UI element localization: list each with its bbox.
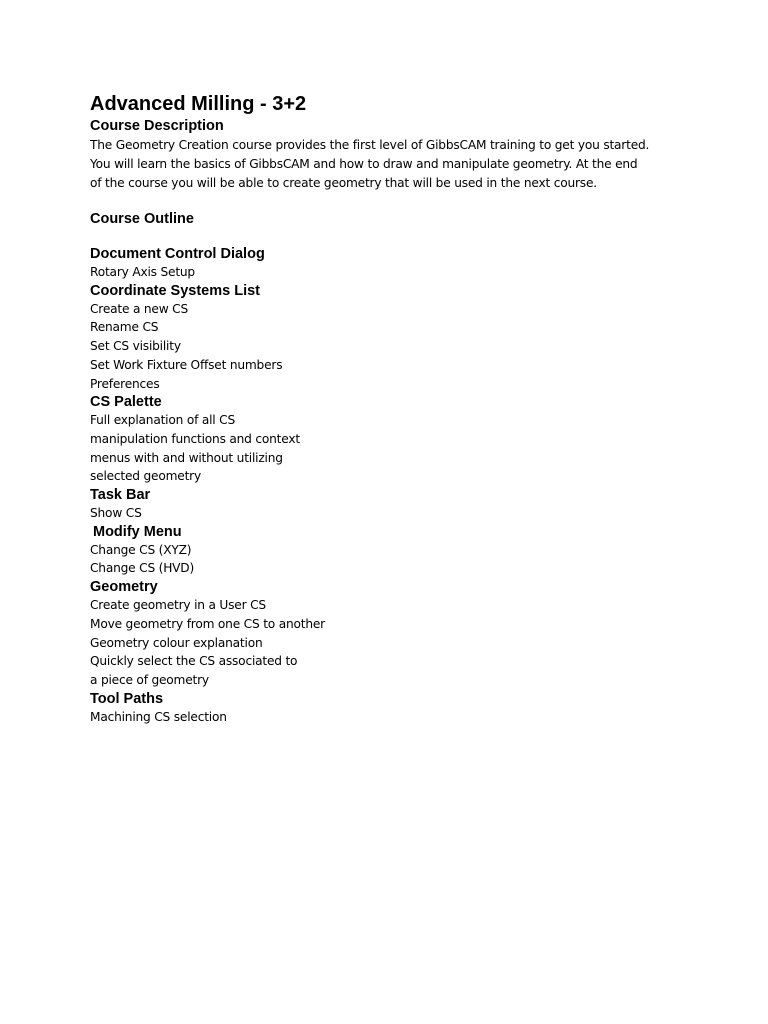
section-item: Rotary Axis Setup: [90, 265, 195, 279]
section-item: Full explanation of all CS: [90, 413, 235, 428]
outline-section-cs-palette: [90, 393, 690, 486]
course-description-line: You will learn the basics of GibbsCAM and how to draw and manipulate geometry. At the end: [90, 157, 638, 171]
document-title: Advanced Milling - 3+2: [90, 93, 307, 115]
course-outline-heading: Course Outline: [90, 211, 194, 227]
document-page: [90, 92, 690, 726]
section-item: Create a new CS: [90, 301, 189, 316]
section-item: Show CS: [90, 506, 142, 521]
outline-section-coordinate-systems-list: [90, 282, 690, 394]
section-item: Geometry colour explanation: [90, 635, 263, 650]
section-item: Preferences: [90, 376, 160, 391]
section-item: Change CS (HVD): [90, 561, 195, 576]
section-heading: Task Bar: [90, 487, 151, 504]
section-heading: Modify Menu: [93, 523, 182, 540]
course-description-heading: Course Description: [90, 118, 224, 134]
section-item: manipulation functions and context: [90, 431, 300, 446]
section-heading: CS Palette: [90, 394, 162, 411]
section-item: Set Work Fixture Offset numbers: [90, 357, 283, 372]
course-description-line: The Geometry Creation course provides the first level of GibbsCAM training to get you started.: [90, 138, 650, 152]
section-item: Rename CS: [90, 320, 159, 335]
section-item: Quickly select the CS associated to: [90, 654, 298, 669]
section-item: a piece of geometry: [90, 672, 209, 687]
section-item: menus with and without utilizing: [90, 450, 283, 465]
course-description-paragraph: [90, 136, 690, 193]
section-heading: Tool Paths: [90, 690, 164, 707]
outline-section-document-control-dialog: [90, 245, 690, 282]
outline-section-geometry: [90, 578, 690, 690]
outline-section-task-bar: [90, 486, 690, 523]
section-heading: Geometry: [90, 579, 158, 596]
course-description-line: of the course you will be able to create geometry that will be used in the next course.: [90, 176, 597, 190]
section-item: selected geometry: [90, 469, 201, 484]
outline-section-tool-paths: [90, 690, 690, 727]
section-item: Change CS (XYZ): [90, 542, 192, 557]
outline-section-modify-menu: [90, 523, 690, 578]
outline-sections: [90, 245, 690, 726]
section-item: Machining CS selection: [90, 709, 227, 724]
section-item: Set CS visibility: [90, 339, 181, 354]
section-item: Move geometry from one CS to another: [90, 616, 325, 631]
section-heading: Document Control Dialog: [90, 246, 265, 262]
section-item: Create geometry in a User CS: [90, 598, 266, 613]
section-heading: Coordinate Systems List: [90, 282, 261, 299]
